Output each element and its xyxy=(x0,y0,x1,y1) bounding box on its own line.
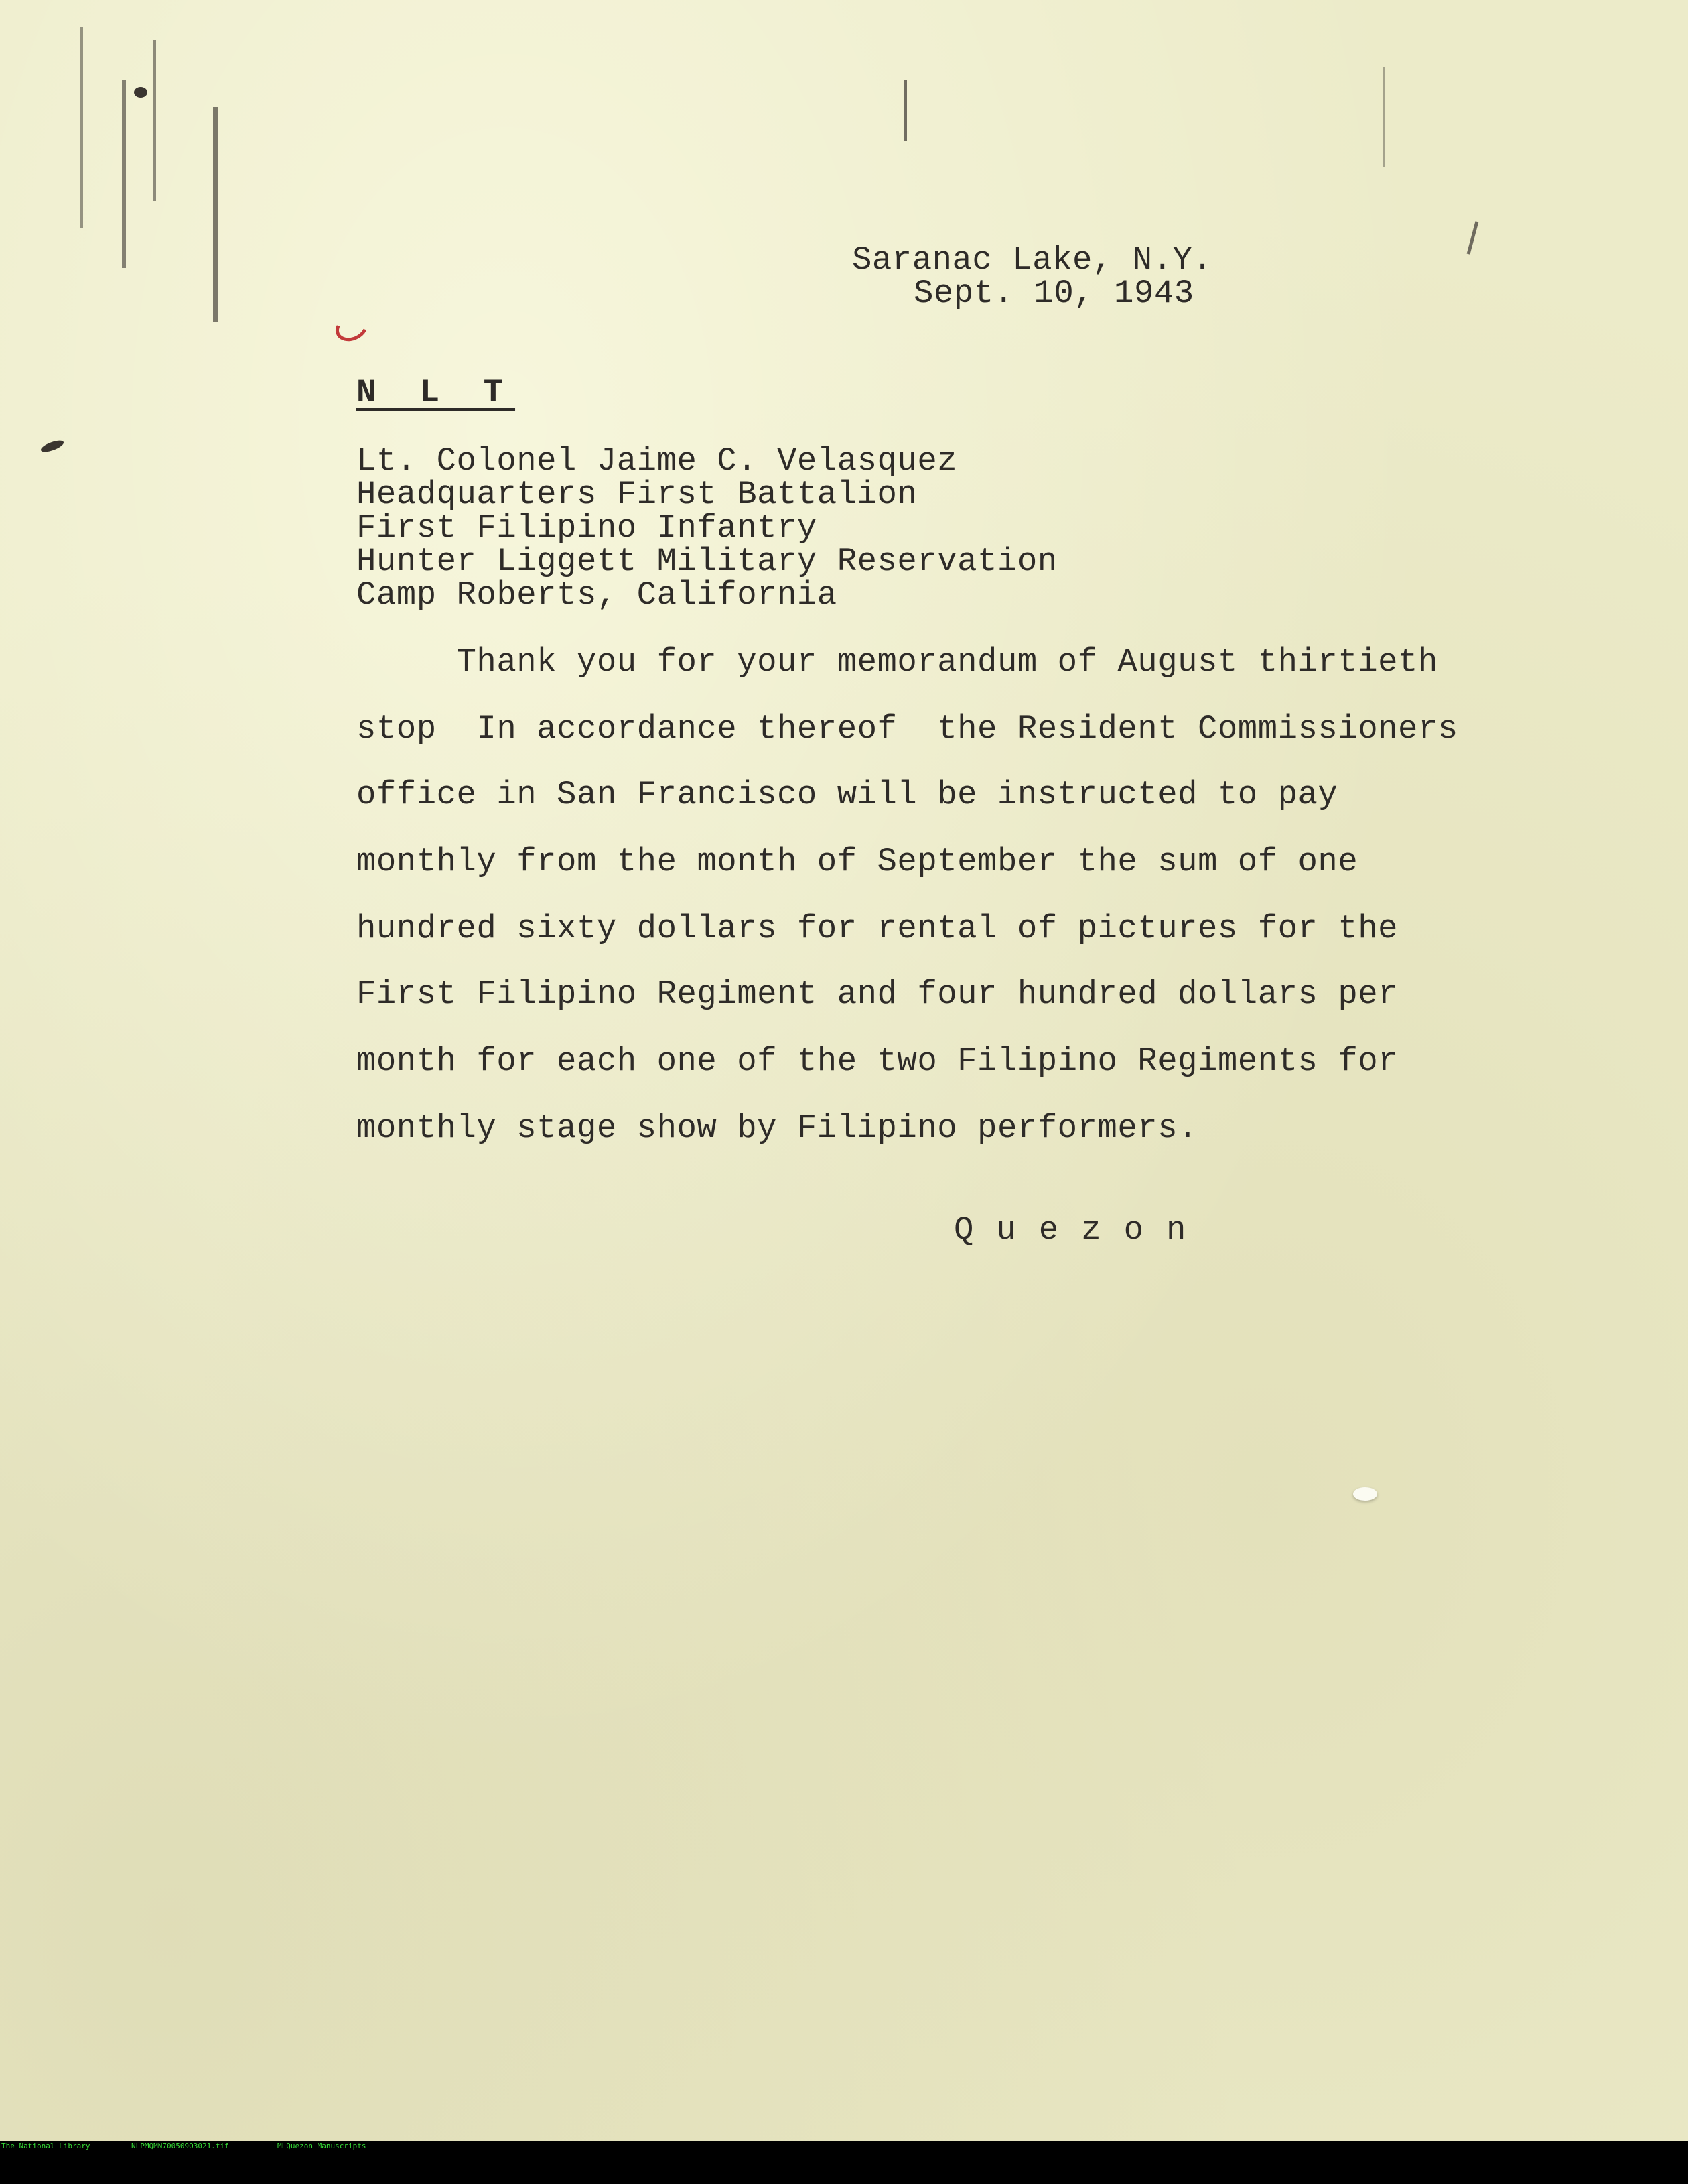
paper-hole xyxy=(1353,1487,1377,1501)
address-line: Headquarters First Battalion xyxy=(356,476,918,513)
address-line: First Filipino Infantry xyxy=(356,509,817,547)
footer-collection: MLQuezon Manuscripts xyxy=(277,2142,366,2151)
body-line: Thank you for your memorandum of August thirtieth xyxy=(356,643,1438,681)
margin-mark xyxy=(122,80,126,268)
body-line: monthly from the month of September the sum of one xyxy=(356,843,1358,880)
signature: Quezon xyxy=(954,1211,1209,1249)
body-line: office in San Francisco will be instructed to pay xyxy=(356,776,1338,813)
body-line: monthly stage show by Filipino performers. xyxy=(356,1109,1198,1147)
header-code: N L T xyxy=(356,374,516,411)
body-line: month for each one of the two Filipino Regiments for xyxy=(356,1042,1399,1080)
margin-mark xyxy=(134,87,147,98)
red-check-mark xyxy=(331,309,372,346)
margin-mark xyxy=(80,27,83,228)
letter-date: Sept. 10, 1943 xyxy=(914,275,1194,312)
margin-mark xyxy=(1383,67,1385,167)
margin-mark xyxy=(904,80,907,141)
margin-mark xyxy=(40,438,65,454)
footer-institution: The National Library xyxy=(1,2142,90,2151)
letter-place: Saranac Lake, N.Y. xyxy=(852,241,1213,279)
body-line: hundred sixty dollars for rental of pictures for the xyxy=(356,910,1399,947)
margin-mark xyxy=(1467,221,1479,255)
margin-mark xyxy=(153,40,156,201)
address-line: Hunter Liggett Military Reservation xyxy=(356,543,1058,580)
scan-footer xyxy=(0,2141,1688,2152)
margin-mark xyxy=(213,107,218,322)
body-line: stop In accordance thereof the Resident Commissioners xyxy=(356,710,1458,748)
address-line: Lt. Colonel Jaime C. Velasquez xyxy=(356,442,958,480)
footer-filename: NLPMQMN700509O3021.tif xyxy=(131,2142,229,2151)
address-line: Camp Roberts, California xyxy=(356,576,837,614)
body-line: First Filipino Regiment and four hundred dollars per xyxy=(356,975,1399,1013)
